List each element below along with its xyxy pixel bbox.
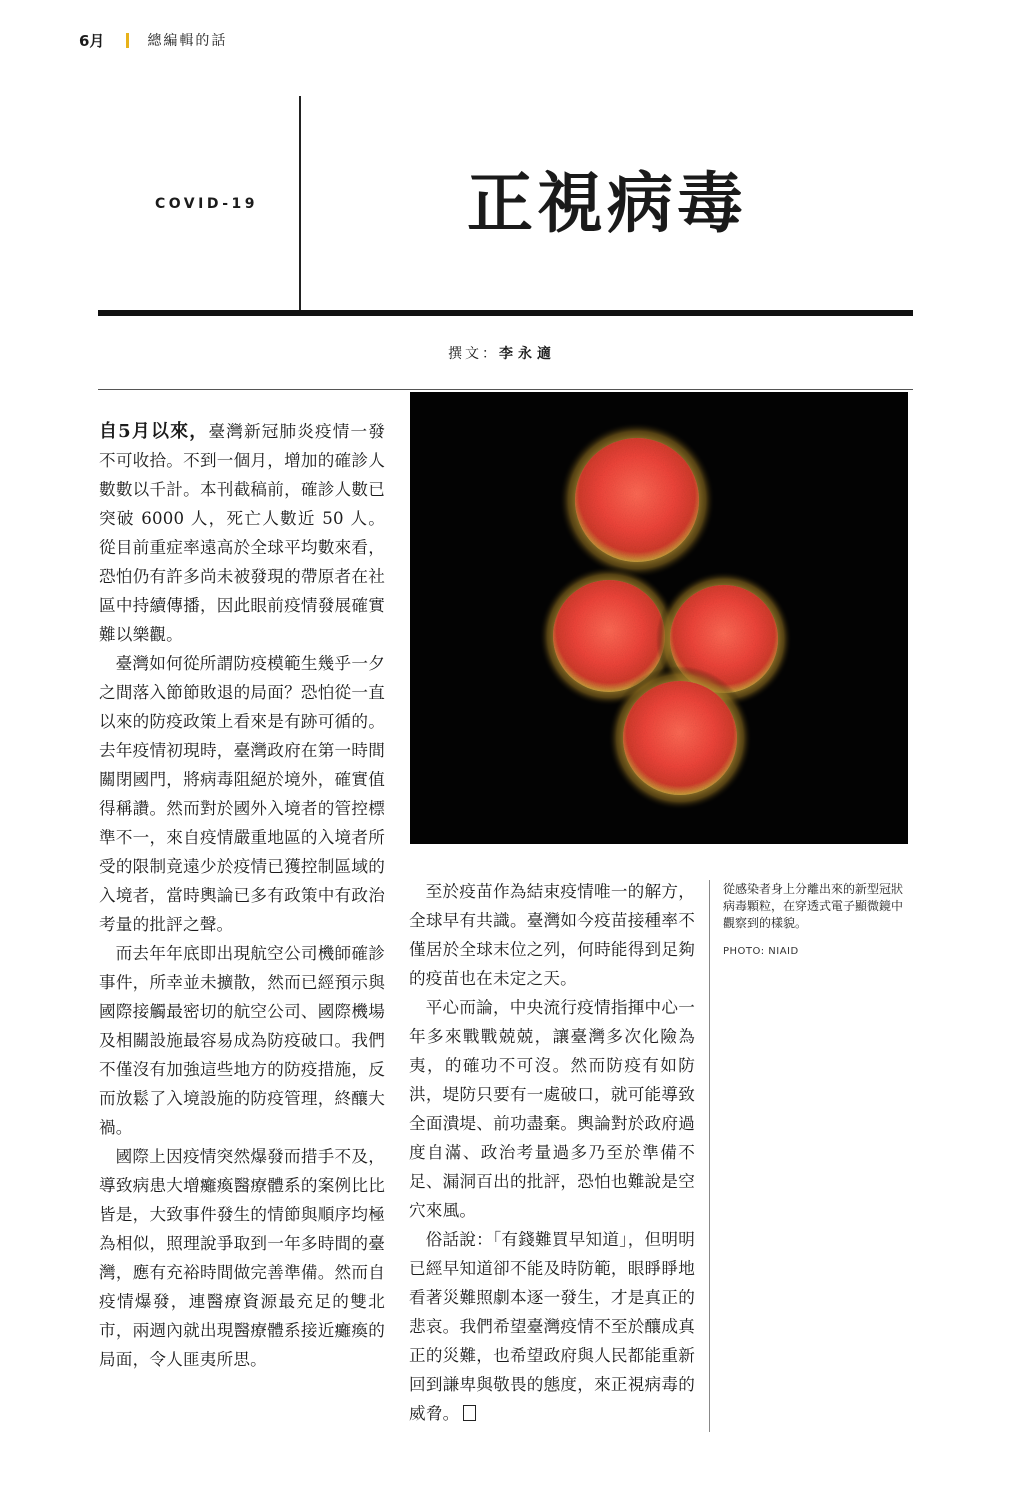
virus-particle	[608, 666, 752, 810]
section-name: 總編輯的話	[147, 33, 228, 49]
byline-label: 撰文：	[448, 346, 499, 362]
article-column-2	[409, 877, 695, 1428]
photo-caption: 從感染者身上分離出來的新型冠狀病毒顆粒，在穿透式電子顯微鏡中觀察到的樣貌。	[723, 882, 904, 930]
issue-month: 6月	[79, 31, 105, 50]
virus-micrograph	[410, 392, 908, 844]
paragraph: 國際上因疫情突然爆發而措手不及，導致病患大增癱瘓醫療體系的案例比比皆是，大致事件發生的情節與順序均極為相似，照理說爭取到一年多時間的臺灣，應有充裕時間做完善準備。然而自疫情爆發，連醫療資源最充足的雙北市，兩週內就出現醫療體系接近癱瘓的局面，令人匪夷所思。	[99, 1147, 385, 1369]
paragraph: 而去年年底即出現航空公司機師確診事件，所幸並未擴散，然而已經預示與國際接觸最密切的航空公司、國際機場及相關設施最容易成為防疫破口。我們不僅沒有加強這些地方的防疫措施，反而放鬆了入境設施的防疫管理，終釀大禍。	[99, 944, 385, 1137]
byline-author: 李永適	[499, 346, 556, 362]
running-header	[79, 30, 227, 50]
lead-in: 自5月以來，	[99, 421, 209, 442]
paragraph: 俗話說：「有錢難買早知道」，但明明已經早知道卻不能及時防範，眼睜睜地看著災難照劇本逐一發生，才是真正的悲哀。我們希望臺灣疫情不至於釀成真正的災難，也希望政府與人民都能重新回到謙卑與敬畏的態度，來正視病毒的威脅。	[409, 1230, 695, 1423]
photo-credit: PHOTO: NIAID	[723, 946, 799, 957]
caption-rule	[709, 880, 710, 1432]
end-of-article-icon	[463, 1405, 476, 1421]
byline	[448, 343, 556, 363]
paragraph: 臺灣如何從所謂防疫模範生幾乎一夕之間落入節節敗退的局面？恐怕從一直以來的防疫政策上看來是有跡可循的。去年疫情初現時，臺灣政府在第一時間關閉國門，將病毒阻絕於境外，確實值得稱讚。然而對於國外入境者的管控標準不一，來自疫情嚴重地區的入境者所受的限制竟遠少於疫情已獲控制區域的入境者，當時輿論已多有政策中有政治考量的批評之聲。	[99, 654, 385, 934]
article-topic: COVID-19	[155, 196, 259, 212]
paragraph: 至於疫苗作為結束疫情唯一的解方，全球早有共識。臺灣如今疫苗接種率不僅居於全球末位之列，何時能得到足夠的疫苗也在未定之天。	[409, 882, 695, 988]
byline-rule	[98, 389, 913, 390]
article-title: 正視病毒	[467, 164, 747, 242]
header-divider	[126, 33, 129, 48]
article-column-1	[99, 417, 385, 1374]
title-rule	[98, 310, 913, 316]
virus-particle	[559, 422, 715, 578]
paragraph: 自5月以來，臺灣新冠肺炎疫情一發不可收拾。不到一個月，增加的確診人數數以千計。本刊截稿前，確診人數已突破 6000 人，死亡人數近 50 人。從目前重症率遠高於全球平均數來看，恐怕仍有許多尚未被發現的帶原者在社區中持續傳播，因此眼前疫情發展確實難以樂觀。	[99, 421, 386, 644]
paragraph: 平心而論，中央流行疫情指揮中心一年多來戰戰兢兢，讓臺灣多次化險為夷，的確功不可沒。然而防疫有如防洪，堤防只要有一處破口，就可能導致全面潰堤、前功盡棄。輿論對於政府過度自滿、政治考量過多乃至於準備不足、漏洞百出的批評，恐怕也難說是空穴來風。	[409, 998, 695, 1220]
